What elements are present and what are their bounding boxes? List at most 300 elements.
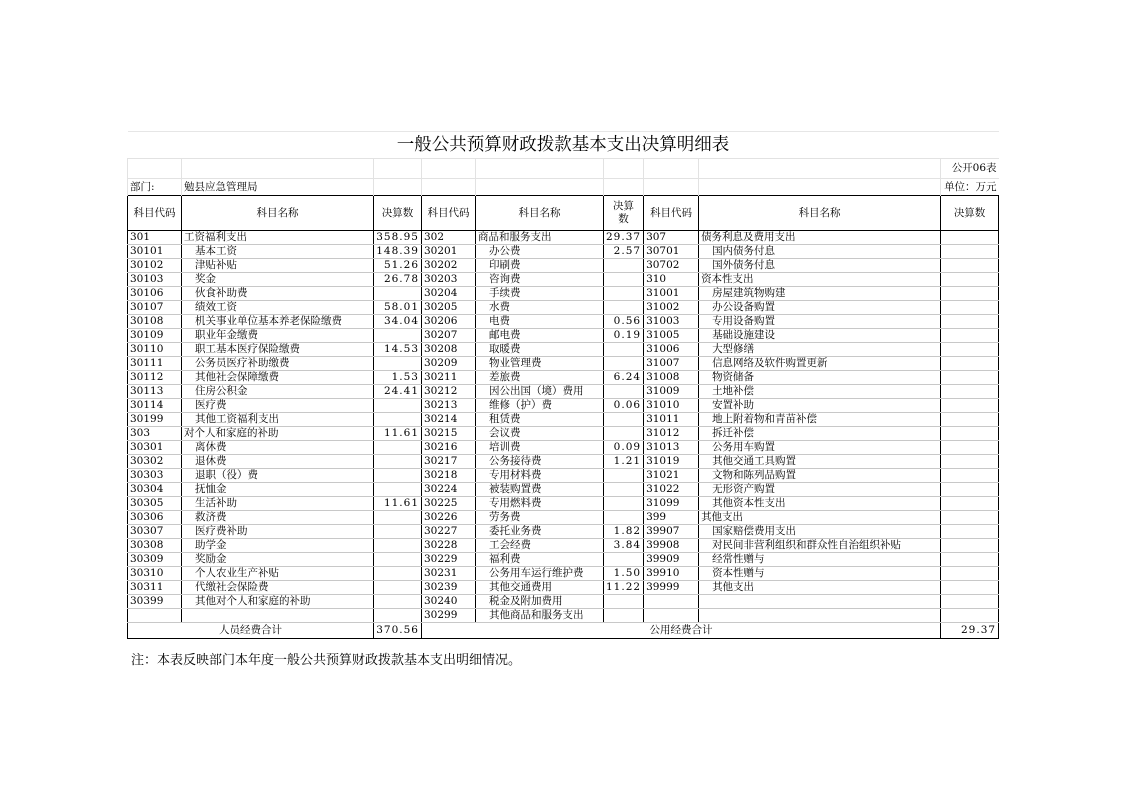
subject-name-cell: 公务用车购置	[699, 441, 941, 455]
table-row	[128, 567, 999, 581]
subject-name-cell: 奖励金	[182, 553, 374, 567]
unit-label: 单位：万元	[941, 179, 999, 196]
amount-cell	[941, 539, 999, 553]
subject-code-cell: 303	[128, 427, 182, 441]
table-row	[128, 441, 999, 455]
table-row	[128, 231, 999, 245]
amount-cell: 29.37	[604, 231, 644, 245]
subject-code-cell: 30303	[128, 469, 182, 483]
subject-code-cell: 30229	[422, 553, 476, 567]
subject-code-cell: 30309	[128, 553, 182, 567]
subject-code-cell: 30213	[422, 399, 476, 413]
amount-cell	[941, 581, 999, 595]
subject-name-cell: 会议费	[476, 427, 604, 441]
subject-code-cell: 30208	[422, 343, 476, 357]
amount-cell	[941, 371, 999, 385]
subject-name-cell: 其他交通费用	[476, 581, 604, 595]
amount-cell: 14.53	[374, 343, 422, 357]
amount-cell: 358.95	[374, 231, 422, 245]
subject-name-cell: 个人农业生产补贴	[182, 567, 374, 581]
amount-cell	[941, 525, 999, 539]
amount-cell	[604, 343, 644, 357]
form-number: 公开06表	[941, 159, 999, 179]
subject-name-cell: 水费	[476, 301, 604, 315]
subject-code-cell: 30218	[422, 469, 476, 483]
amount-cell	[374, 441, 422, 455]
amount-cell	[374, 455, 422, 469]
subject-code-cell: 31003	[644, 315, 699, 329]
subject-name-cell: 房屋建筑物购建	[699, 287, 941, 301]
amount-cell	[604, 259, 644, 273]
table-row	[128, 595, 999, 609]
subject-code-cell: 30108	[128, 315, 182, 329]
subject-code-cell: 31019	[644, 455, 699, 469]
subject-code-cell: 307	[644, 231, 699, 245]
subject-name-cell: 职业年金缴费	[182, 329, 374, 343]
subject-code-cell: 30702	[644, 259, 699, 273]
amount-cell: 1.82	[604, 525, 644, 539]
subject-name-cell: 培训费	[476, 441, 604, 455]
subject-code-cell: 30102	[128, 259, 182, 273]
subject-name-cell: 税金及附加费用	[476, 595, 604, 609]
subject-code-cell: 39908	[644, 539, 699, 553]
subject-name-cell: 印刷费	[476, 259, 604, 273]
subject-name-cell: 基础设施建设	[699, 329, 941, 343]
amount-cell	[941, 567, 999, 581]
subject-code-cell: 31011	[644, 413, 699, 427]
amount-cell	[604, 609, 644, 623]
subject-code-cell: 30227	[422, 525, 476, 539]
amount-cell	[941, 245, 999, 259]
subject-name-cell: 维修（护）费	[476, 399, 604, 413]
subject-code-cell: 30224	[422, 483, 476, 497]
amount-cell	[941, 595, 999, 609]
amount-cell	[604, 273, 644, 287]
subject-name-cell: 其他对个人和家庭的补助	[182, 595, 374, 609]
subject-code-cell: 30310	[128, 567, 182, 581]
amount-cell	[941, 609, 999, 623]
header-cell: 决算数	[941, 196, 999, 231]
subject-code-cell: 30205	[422, 301, 476, 315]
subject-name-cell: 职工基本医疗保险缴费	[182, 343, 374, 357]
amount-cell	[374, 539, 422, 553]
subject-name-cell: 文物和陈列品购置	[699, 469, 941, 483]
subject-name-cell: 绩效工资	[182, 301, 374, 315]
subject-code-cell: 31001	[644, 287, 699, 301]
subject-name-cell: 国家赔偿费用支出	[699, 525, 941, 539]
subject-name-cell: 对民间非营利组织和群众性自治组织补贴	[699, 539, 941, 553]
subject-name-cell: 其他商品和服务支出	[476, 609, 604, 623]
subject-name-cell: 医疗费补助	[182, 525, 374, 539]
subject-name-cell: 专用材料费	[476, 469, 604, 483]
subject-code-cell: 30231	[422, 567, 476, 581]
subject-code-cell: 310	[644, 273, 699, 287]
subject-code-cell: 30207	[422, 329, 476, 343]
table-row	[128, 553, 999, 567]
table-row	[128, 245, 999, 259]
header-cell: 科目代码	[422, 196, 476, 231]
amount-cell	[604, 301, 644, 315]
subject-code-cell	[644, 609, 699, 623]
header-cell: 决算数	[604, 196, 644, 231]
personnel-total-value: 370.56	[374, 623, 422, 639]
table-note: 注：本表反映部门本年度一般公共预算财政拨款基本支出明细情况。	[131, 653, 522, 668]
subject-code-cell: 30202	[422, 259, 476, 273]
subject-code-cell: 30209	[422, 357, 476, 371]
subject-code-cell: 30114	[128, 399, 182, 413]
amount-cell	[374, 413, 422, 427]
amount-cell: 0.09	[604, 441, 644, 455]
header-cell: 科目名称	[476, 196, 604, 231]
amount-cell	[604, 497, 644, 511]
public-total-value: 29.37	[941, 623, 999, 639]
amount-cell	[941, 469, 999, 483]
amount-cell: 51.26	[374, 259, 422, 273]
subject-name-cell: 其他社会保障缴费	[182, 371, 374, 385]
subject-code-cell: 30199	[128, 413, 182, 427]
table-row	[128, 455, 999, 469]
subject-name-cell: 国外债务付息	[699, 259, 941, 273]
subject-code-cell: 30240	[422, 595, 476, 609]
subject-code-cell: 30109	[128, 329, 182, 343]
subject-name-cell: 差旅费	[476, 371, 604, 385]
amount-cell	[604, 511, 644, 525]
subject-code-cell: 39907	[644, 525, 699, 539]
subject-name-cell: 咨询费	[476, 273, 604, 287]
amount-cell	[941, 343, 999, 357]
subject-name-cell: 其他交通工具购置	[699, 455, 941, 469]
amount-cell: 0.06	[604, 399, 644, 413]
subject-code-cell: 30201	[422, 245, 476, 259]
amount-cell	[941, 455, 999, 469]
subject-name-cell: 被装购置费	[476, 483, 604, 497]
amount-cell	[604, 595, 644, 609]
amount-cell	[941, 511, 999, 525]
amount-cell: 0.19	[604, 329, 644, 343]
subject-name-cell: 委托业务费	[476, 525, 604, 539]
table-row	[128, 525, 999, 539]
amount-cell	[604, 385, 644, 399]
subject-name-cell: 其他支出	[699, 581, 941, 595]
subject-code-cell: 30214	[422, 413, 476, 427]
table-title: 一般公共预算财政拨款基本支出决算明细表	[128, 132, 999, 159]
amount-cell: 11.61	[374, 427, 422, 441]
table-row	[128, 301, 999, 315]
subject-name-cell: 其他工资福利支出	[182, 413, 374, 427]
header-cell: 科目名称	[699, 196, 941, 231]
subject-code-cell: 30113	[128, 385, 182, 399]
amount-cell	[374, 525, 422, 539]
amount-cell	[941, 357, 999, 371]
subject-code-cell: 31021	[644, 469, 699, 483]
table-row	[128, 511, 999, 525]
amount-cell	[941, 497, 999, 511]
subject-name-cell: 公务员医疗补助缴费	[182, 357, 374, 371]
subject-code-cell: 30226	[422, 511, 476, 525]
budget-table	[127, 131, 999, 639]
amount-cell: 0.56	[604, 315, 644, 329]
table-row	[128, 343, 999, 357]
header-cell: 科目代码	[128, 196, 182, 231]
table-row	[128, 385, 999, 399]
amount-cell	[941, 329, 999, 343]
amount-cell	[374, 511, 422, 525]
subject-name-cell: 无形资产购置	[699, 483, 941, 497]
subject-code-cell: 31022	[644, 483, 699, 497]
subject-name-cell: 物资储备	[699, 371, 941, 385]
subject-name-cell: 福利费	[476, 553, 604, 567]
amount-cell: 11.22	[604, 581, 644, 595]
subject-code-cell: 30305	[128, 497, 182, 511]
subject-name-cell: 工会经费	[476, 539, 604, 553]
personnel-total-label: 人员经费合计	[128, 623, 374, 639]
subject-code-cell: 30217	[422, 455, 476, 469]
subject-code-cell: 39999	[644, 581, 699, 595]
table-row	[128, 329, 999, 343]
subject-name-cell: 津贴补贴	[182, 259, 374, 273]
subject-name-cell: 其他资本性支出	[699, 497, 941, 511]
amount-cell: 1.21	[604, 455, 644, 469]
amount-cell	[941, 273, 999, 287]
subject-code-cell: 31010	[644, 399, 699, 413]
subject-name-cell: 劳务费	[476, 511, 604, 525]
table-row	[128, 539, 999, 553]
subject-code-cell: 31013	[644, 441, 699, 455]
amount-cell	[374, 287, 422, 301]
amount-cell	[374, 399, 422, 413]
amount-cell: 6.24	[604, 371, 644, 385]
subject-code-cell: 31007	[644, 357, 699, 371]
amount-cell	[374, 609, 422, 623]
amount-cell	[941, 413, 999, 427]
subject-code-cell: 30225	[422, 497, 476, 511]
amount-cell	[941, 301, 999, 315]
public-total-label: 公用经费合计	[422, 623, 941, 639]
amount-cell	[941, 231, 999, 245]
table-row	[128, 427, 999, 441]
amount-cell	[941, 287, 999, 301]
subject-name-cell: 资本性支出	[699, 273, 941, 287]
subject-name-cell: 工资福利支出	[182, 231, 374, 245]
amount-cell	[604, 357, 644, 371]
table-row	[128, 581, 999, 595]
budget-table-sheet	[127, 131, 999, 639]
subject-name-cell: 公务接待费	[476, 455, 604, 469]
subject-name-cell: 助学金	[182, 539, 374, 553]
subject-code-cell: 39910	[644, 567, 699, 581]
subject-code-cell: 30302	[128, 455, 182, 469]
header-cell: 科目代码	[644, 196, 699, 231]
amount-cell	[374, 483, 422, 497]
subject-code-cell: 399	[644, 511, 699, 525]
subject-name-cell: 因公出国（境）费用	[476, 385, 604, 399]
amount-cell: 34.04	[374, 315, 422, 329]
totals-row	[128, 623, 999, 639]
amount-cell	[374, 567, 422, 581]
subject-name-cell: 机关事业单位基本养老保险缴费	[182, 315, 374, 329]
subject-name-cell: 伙食补助费	[182, 287, 374, 301]
subject-code-cell: 30216	[422, 441, 476, 455]
table-row	[128, 259, 999, 273]
dept-label: 部门:	[128, 179, 182, 196]
subject-name-cell: 专用设备购置	[699, 315, 941, 329]
subject-name-cell: 对个人和家庭的补助	[182, 427, 374, 441]
subject-name-cell: 专用燃料费	[476, 497, 604, 511]
subject-code-cell: 30107	[128, 301, 182, 315]
amount-cell: 148.39	[374, 245, 422, 259]
subject-name-cell: 大型修缮	[699, 343, 941, 357]
subject-name-cell	[699, 595, 941, 609]
subject-code-cell: 302	[422, 231, 476, 245]
subject-code-cell: 30399	[128, 595, 182, 609]
amount-cell	[941, 553, 999, 567]
subject-code-cell: 30111	[128, 357, 182, 371]
subject-code-cell: 30112	[128, 371, 182, 385]
table-row	[128, 469, 999, 483]
subject-code-cell: 30701	[644, 245, 699, 259]
subject-name-cell: 地上附着物和青苗补偿	[699, 413, 941, 427]
subject-name-cell: 公务用车运行维护费	[476, 567, 604, 581]
subject-name-cell: 医疗费	[182, 399, 374, 413]
amount-cell	[604, 413, 644, 427]
subject-name-cell	[182, 609, 374, 623]
subject-name-cell: 手续费	[476, 287, 604, 301]
subject-code-cell: 31009	[644, 385, 699, 399]
amount-cell	[374, 553, 422, 567]
subject-code-cell: 39909	[644, 553, 699, 567]
subject-name-cell: 土地补偿	[699, 385, 941, 399]
amount-cell	[941, 385, 999, 399]
subject-name-cell: 商品和服务支出	[476, 231, 604, 245]
amount-cell	[604, 469, 644, 483]
subject-code-cell: 30110	[128, 343, 182, 357]
subject-code-cell: 30307	[128, 525, 182, 539]
table-row	[128, 287, 999, 301]
subject-name-cell: 代缴社会保险费	[182, 581, 374, 595]
amount-cell	[374, 329, 422, 343]
subject-code-cell: 30204	[422, 287, 476, 301]
subject-name-cell: 安置补助	[699, 399, 941, 413]
amount-cell	[374, 595, 422, 609]
table-row	[128, 609, 999, 623]
subject-name-cell: 其他支出	[699, 511, 941, 525]
table-row	[128, 371, 999, 385]
subject-code-cell: 30228	[422, 539, 476, 553]
amount-cell	[941, 483, 999, 497]
subject-code-cell: 31002	[644, 301, 699, 315]
table-row	[128, 413, 999, 427]
subject-name-cell: 债务利息及费用支出	[699, 231, 941, 245]
amount-cell: 26.78	[374, 273, 422, 287]
amount-cell	[604, 427, 644, 441]
amount-cell: 2.57	[604, 245, 644, 259]
header-row	[128, 196, 999, 231]
subject-name-cell: 资本性赠与	[699, 567, 941, 581]
subject-name-cell: 电费	[476, 315, 604, 329]
table-row	[128, 357, 999, 371]
amount-cell	[941, 427, 999, 441]
subject-code-cell: 30306	[128, 511, 182, 525]
amount-cell	[604, 483, 644, 497]
amount-cell: 58.01	[374, 301, 422, 315]
subject-name-cell: 信息网络及软件购置更新	[699, 357, 941, 371]
subject-code-cell	[644, 595, 699, 609]
subject-name-cell: 奖金	[182, 273, 374, 287]
amount-cell	[941, 441, 999, 455]
subject-name-cell: 经常性赠与	[699, 553, 941, 567]
subject-code-cell: 30212	[422, 385, 476, 399]
subject-name-cell: 邮电费	[476, 329, 604, 343]
amount-cell: 24.41	[374, 385, 422, 399]
subject-code-cell: 30101	[128, 245, 182, 259]
subject-name-cell: 拆迁补偿	[699, 427, 941, 441]
subject-name-cell: 物业管理费	[476, 357, 604, 371]
subject-name-cell: 生活补助	[182, 497, 374, 511]
subject-code-cell: 31005	[644, 329, 699, 343]
subject-name-cell	[699, 609, 941, 623]
table-row	[128, 399, 999, 413]
subject-name-cell: 退职（役）费	[182, 469, 374, 483]
amount-cell	[374, 469, 422, 483]
amount-cell	[604, 553, 644, 567]
subject-code-cell: 30106	[128, 287, 182, 301]
subject-code-cell: 30203	[422, 273, 476, 287]
subject-code-cell: 31012	[644, 427, 699, 441]
dept-name: 勉县应急管理局	[182, 179, 374, 196]
table-row	[128, 273, 999, 287]
amount-cell	[374, 581, 422, 595]
subject-code-cell: 30206	[422, 315, 476, 329]
subject-name-cell: 住房公积金	[182, 385, 374, 399]
subject-code-cell: 30215	[422, 427, 476, 441]
header-cell: 科目名称	[182, 196, 374, 231]
subject-name-cell: 办公费	[476, 245, 604, 259]
subject-name-cell: 办公设备购置	[699, 301, 941, 315]
subject-name-cell: 取暖费	[476, 343, 604, 357]
table-row	[128, 315, 999, 329]
subject-name-cell: 租赁费	[476, 413, 604, 427]
subject-code-cell: 31099	[644, 497, 699, 511]
amount-cell: 3.84	[604, 539, 644, 553]
amount-cell: 1.53	[374, 371, 422, 385]
subject-code-cell: 31008	[644, 371, 699, 385]
amount-cell	[604, 287, 644, 301]
subject-code-cell: 30299	[422, 609, 476, 623]
subject-name-cell: 抚恤金	[182, 483, 374, 497]
subject-name-cell: 基本工资	[182, 245, 374, 259]
amount-cell	[941, 315, 999, 329]
subject-code-cell: 30211	[422, 371, 476, 385]
subject-name-cell: 退休费	[182, 455, 374, 469]
amount-cell: 1.50	[604, 567, 644, 581]
amount-cell	[941, 259, 999, 273]
table-row	[128, 483, 999, 497]
subject-name-cell: 国内债务付息	[699, 245, 941, 259]
amount-cell	[941, 399, 999, 413]
subject-code-cell: 30103	[128, 273, 182, 287]
subject-code-cell: 31006	[644, 343, 699, 357]
header-cell: 决算数	[374, 196, 422, 231]
subject-name-cell: 救济费	[182, 511, 374, 525]
amount-cell	[374, 357, 422, 371]
subject-code-cell: 30304	[128, 483, 182, 497]
amount-cell: 11.61	[374, 497, 422, 511]
subject-name-cell: 离休费	[182, 441, 374, 455]
table-row	[128, 497, 999, 511]
subject-code-cell	[128, 609, 182, 623]
subject-code-cell: 301	[128, 231, 182, 245]
subject-code-cell: 30308	[128, 539, 182, 553]
